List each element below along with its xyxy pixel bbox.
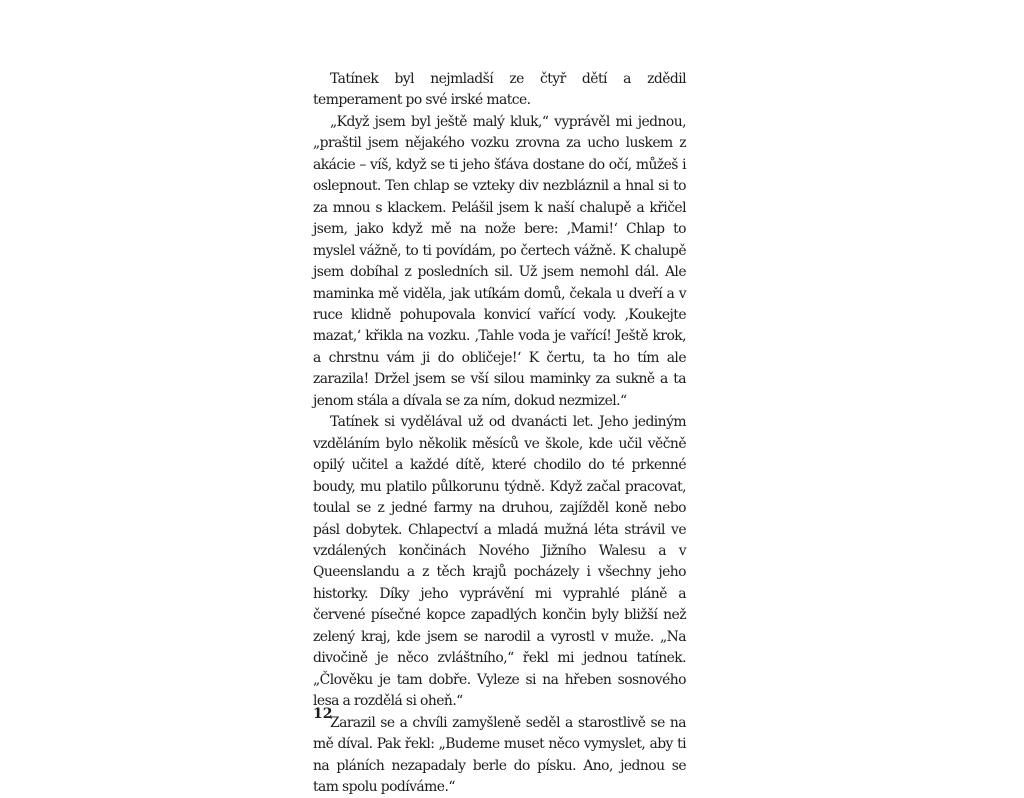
body-text [313,69,686,798]
page-number: 12 [313,706,333,722]
paragraph-3: Tatínek si vydělával už od dvanácti let. Jeho jediným vzděláním bylo několik měsíců ve škole, kde učil věčně opilý učitel a každé dítě, které chodilo do té prkenné boudy, mu platilo půlkorunu týdně. Když začal pracovat, toulal se z jedné farmy na druhou, zajížděl koně nebo pásl dobytek. Chlapectví a mladá mužná léta strávil ve vzdálených končinách Nového Jižního Walesu a v Queenslandu a z těch krajů pocházely i všechny jeho historky. Díky jeho vyprávění mi vyprahlé pláně a červené písečné kopce zapadlých končin byly bližší než zelený kraj, kde jsem se narodil a vyrostl v muže. „Na divočině je něco zvláštního,“ řekl mi jednou tatínek. „Člověku je tam dobře. Vyleze si na hřeben sosnového lesa a rozdělá si oheň.“ [313,414,686,710]
paragraph-4: Zarazil se a chvíli zamyšleně seděl a starostlivě se na mě díval. Pak řekl: „Budeme muset něco vymyslet, aby ti na pláních nezapadaly berle do písku. Ano, jednou se tam spolu podíváme.“ [313,714,686,795]
paragraph-1: Tatínek byl nejmladší ze čtyř dětí a zdědil temperament po své irské matce. [313,71,686,109]
paragraph-2: „Když jsem byl ještě malý kluk,“ vyprávěl mi jednou, „praštil jsem nějakého vozku zrovna za ucho luskem z akácie – víš, když se ti jeho šťáva dostane do očí, můžeš i oslepnout. Ten chlap se vzteky div nezbláznil a hnal si to za mnou s klackem. Pelášil jsem k naší chalupě a křičel jsem, jako když mě na nože bere: ‚Mami!‘ Chlap to myslel vážně, to ti povídám, po čertech vážně. K chalupě jsem dobíhal z posledních sil. Už jsem nemohl dál. Ale maminka mě viděla, jak utíkám domů, čekala u dveří a v ruce klidně pohupovala konvicí vařící vody. ‚Koukejte mazat,‘ křikla na vozku. ‚Tahle voda je vařící! Ještě krok, a chrstnu vám ji do obličeje!‘ K čertu, ta ho tím ale zarazila! Držel jsem se vší silou maminky za sukně a ta jenom stála a dívala se za ním, dokud nezmizel.“ [313,113,686,409]
